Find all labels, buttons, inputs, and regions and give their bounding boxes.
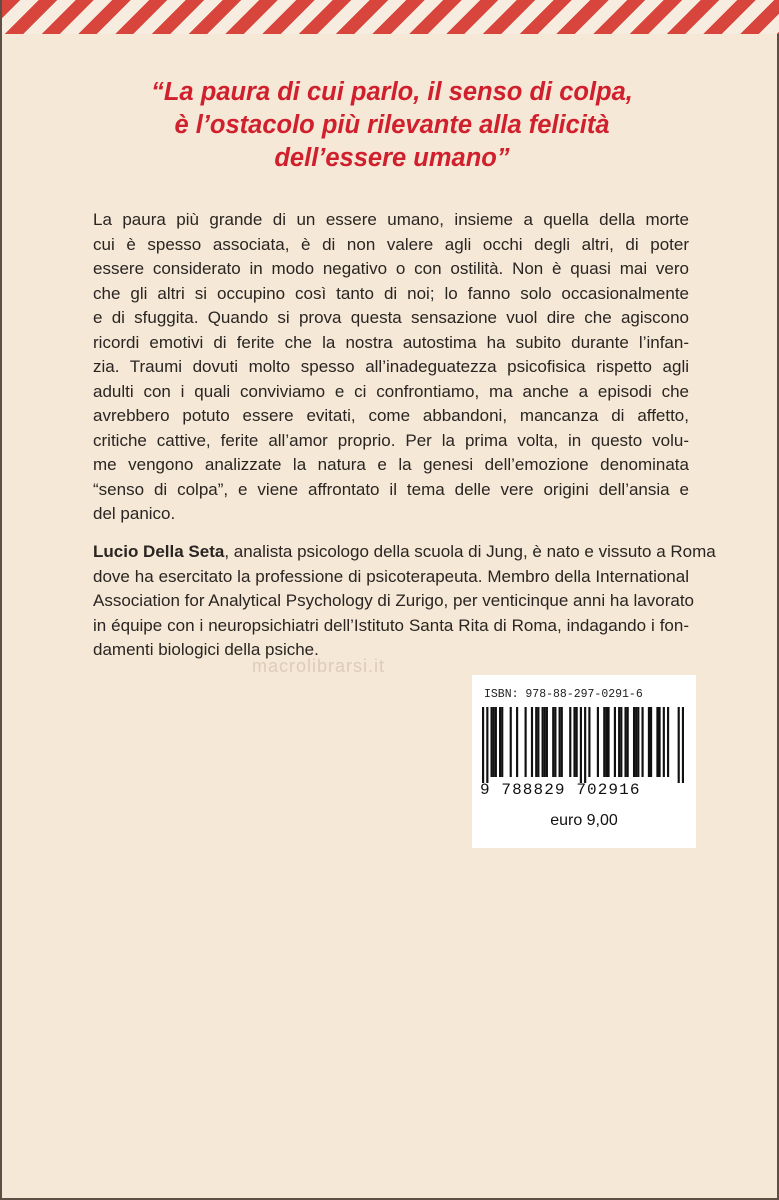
watermark: macrolibrarsi.it — [252, 656, 386, 676]
barcode-bar — [624, 707, 626, 777]
barcode-bar — [546, 707, 548, 777]
barcode-bar — [641, 707, 643, 777]
author-bio-line: in équipe con i neuropsichiatri dell’Istituto Santa Rita di Roma, indagando i fon- — [93, 615, 689, 635]
barcode-bar — [597, 707, 599, 777]
barcode-bar — [510, 707, 512, 777]
barcode-bar — [559, 707, 561, 777]
barcode-bar — [495, 707, 497, 777]
description-line: La paura più grande di un essere umano, insieme a quella della morte — [93, 210, 689, 229]
barcode-bar — [542, 707, 544, 777]
striped-border-top — [2, 0, 779, 34]
quote-line: è l’ostacolo più rilevante alla felicità — [174, 111, 610, 139]
barcode-bar — [573, 707, 575, 777]
barcode-bar — [678, 707, 680, 783]
description-line: “senso di colpa”, e viene affrontato il tema delle vere origini dell’ansia e — [93, 479, 689, 499]
barcode-digits: 9 788829 702916 — [480, 781, 641, 799]
barcode-bar — [650, 707, 652, 777]
barcode-bar — [635, 707, 637, 777]
barcode-bar — [537, 707, 539, 777]
description-line: cui è spesso associata, è di non valere agli occhi degli altri, di poter — [93, 234, 689, 254]
barcode-bar — [584, 707, 586, 783]
description-line: adulti con i quali conviviamo e ci confrontiamo, ma anche a episodi che — [93, 381, 689, 401]
barcode-bar — [607, 707, 609, 777]
author-bio-line: dove ha esercitato la professione di psicoterapeuta. Membro della International — [93, 566, 689, 586]
barcode-bar — [637, 707, 639, 777]
description-line: me vengono analizzate la natura e la genesi dell’emozione denominata — [93, 455, 689, 474]
author-bio-first-line — [93, 540, 716, 565]
barcode-bar — [482, 707, 484, 783]
barcode-bar — [552, 707, 554, 777]
quote-line: dell’essere umano” — [274, 144, 510, 172]
barcode-bar — [535, 707, 537, 777]
barcode-bar — [614, 707, 616, 777]
author-bio-line: Association for Analytical Psychology di Zurigo, per venticinque anni ha lavorato — [93, 591, 695, 610]
barcode-bars — [482, 707, 684, 783]
isbn-label: ISBN: 978-88-297-0291-6 — [484, 688, 643, 701]
barcode-bar — [627, 707, 629, 777]
barcode-bar — [603, 707, 605, 777]
description-line: essere considerato in modo negativo o con ostilità. Non è quasi mai vero — [93, 259, 689, 278]
description-paragraph — [93, 208, 689, 527]
barcode-bar — [486, 707, 488, 783]
barcode-bar — [501, 707, 503, 777]
barcode-sticker — [472, 675, 696, 848]
barcode-bar — [499, 707, 501, 777]
pull-quote — [62, 76, 722, 175]
barcode-bar — [648, 707, 650, 777]
barcode-bar — [531, 707, 533, 777]
barcode-bar — [618, 707, 620, 777]
description-line: zia. Traumi dovuti molto spesso all’inadeguatezza psicofisica rispetto agli — [93, 357, 689, 376]
description-line: critiche cattive, ferite all’amor proprio. Per la prima volta, in questo volu- — [93, 430, 689, 450]
price-label: euro 9,00 — [550, 812, 618, 829]
barcode-bar — [491, 707, 493, 777]
author-bio — [93, 540, 716, 663]
barcode-bar — [580, 707, 582, 783]
description-line: e di sfuggita. Quando si prova questa sensazione vuol dire che agiscono — [93, 308, 689, 327]
author-name: Lucio Della Seta — [93, 542, 225, 561]
barcode-bar — [493, 707, 495, 777]
barcode-bar — [576, 707, 578, 777]
barcode-bar — [620, 707, 622, 777]
barcode-bar — [554, 707, 556, 777]
barcode-bar — [516, 707, 518, 777]
barcode-bar — [658, 707, 660, 777]
description-line: ricordi emotivi di ferite che la nostra autostima ha subito durante l’infan- — [93, 332, 689, 352]
barcode-bar — [588, 707, 590, 777]
barcode-bar — [682, 707, 684, 783]
description-line: del panico. — [93, 504, 176, 523]
barcode-bar — [656, 707, 658, 777]
author-bio-line: damenti biologici della psiche. — [93, 640, 319, 659]
barcode-bar — [569, 707, 571, 777]
barcode-bar — [561, 707, 563, 777]
author-bio-text: , analista psicologo della scuola di Jung, è nato e vissuto a Roma — [224, 542, 716, 561]
description-line: che gli altri si occupino così tanto di noi; lo fanno solo occasionalmente — [93, 283, 689, 303]
barcode-bar — [525, 707, 527, 777]
description-line: avrebbero potuto essere evitati, come abbandoni, mancanza di affetto, — [93, 406, 689, 425]
quote-line: “La paura di cui parlo, il senso di colpa, — [151, 78, 633, 106]
barcode-bar — [667, 707, 669, 777]
barcode-bar — [605, 707, 607, 777]
barcode-bar — [544, 707, 546, 777]
barcode-bar — [633, 707, 635, 777]
barcode-bar — [663, 707, 665, 777]
